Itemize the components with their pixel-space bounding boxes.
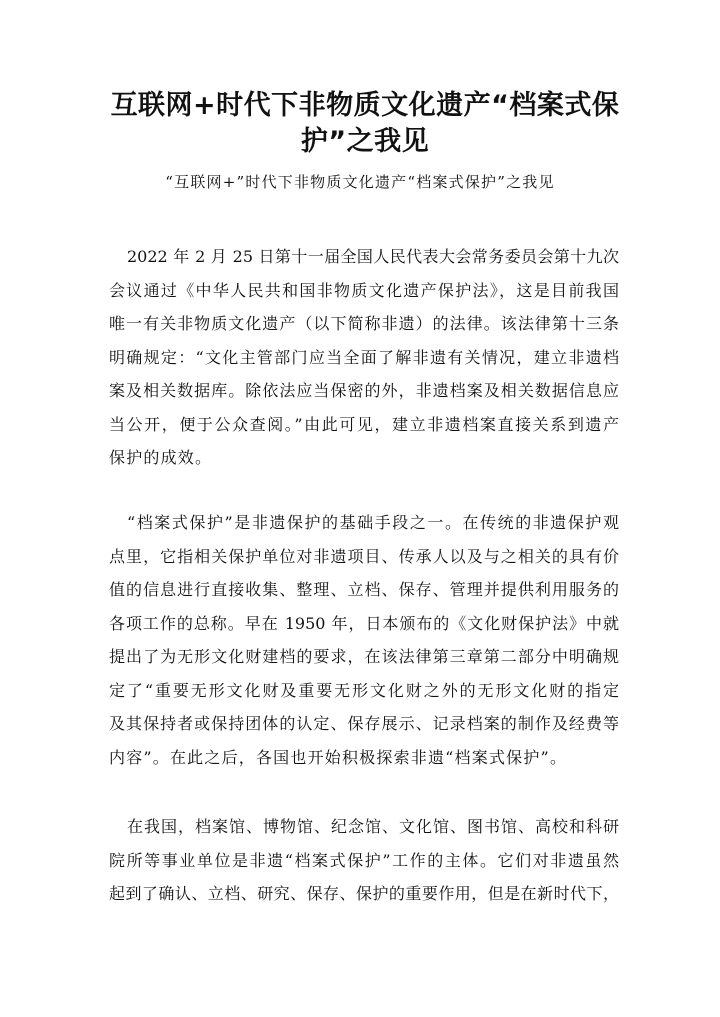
paragraph-line: 点里，它指相关保护单位对非遗项目、传承人以及与之相关的具有价 [109,546,619,566]
paragraph-line: 当公开，便于公众查阅。”由此可见，建立非遗档案直接关系到遗产 [109,414,619,434]
paragraph-line: 会议通过《中华人民共和国非物质文化遗产保护法》，这是目前我国 [109,280,619,300]
paragraph-2 [109,506,619,774]
paragraph-line: 起到了确认、立档、研究、保存、保护的重要作用，但是在新时代下， [109,884,619,903]
paragraph-line: 及其保持者或保持团体的认定、保存展示、记录档案的制作及经费等 [109,714,619,733]
paragraph-line: 提出了为无形文化财建档的要求，在该法律第三章第二部分中明确规 [109,647,619,666]
paragraph-line: 案及相关数据库。除依法应当保密的外，非遗档案及相关数据信息应 [109,381,619,400]
title-line-1: 互联网+时代下非物质文化遗产“档案式保 [110,90,620,121]
paragraph-line: 各项工作的总称。早在 1950 年，日本颁布的《文化财保护法》中就 [109,613,619,633]
document-subtitle: “互联网+”时代下非物质文化遗产“档案式保护”之我见 [165,173,555,191]
paragraph-line: “档案式保护”是非遗保护的基础手段之一。在传统的非遗保护观 [127,513,619,532]
paragraph-line: 值的信息进行直接收集、整理、立档、保存、管理并提供利用服务的 [109,580,619,599]
paragraph-1 [109,240,619,475]
paragraph-line: 内容”。在此之后，各国也开始积极探索非遗“档案式保护”。 [109,747,568,767]
paragraph-line: 院所等事业单位是非遗“档案式保护”工作的主体。它们对非遗虽然 [109,850,619,870]
title-line-2: 护”之我见 [300,126,430,157]
paragraph-line: 在我国，档案馆、博物馆、纪念馆、文化馆、图书馆、高校和科研 [127,817,619,836]
paragraph-line: 2022 年 2 月 25 日第十一届全国人民代表大会常务委员会第十九次 [127,247,619,266]
document-title [100,88,630,160]
paragraph-line: 定了“重要无形文化财及重要无形文化财之外的无形文化财的指定 [109,680,619,700]
paragraph-line: 唯一有关非物质文化遗产（以下简称非遗）的法律。该法律第十三条 [109,314,619,333]
paragraph-3 [109,810,619,911]
paragraph-line: 保护的成效。 [109,448,213,467]
paragraph-line: 明确规定：“文化主管部门应当全面了解非遗有关情况，建立非遗档 [109,347,619,367]
